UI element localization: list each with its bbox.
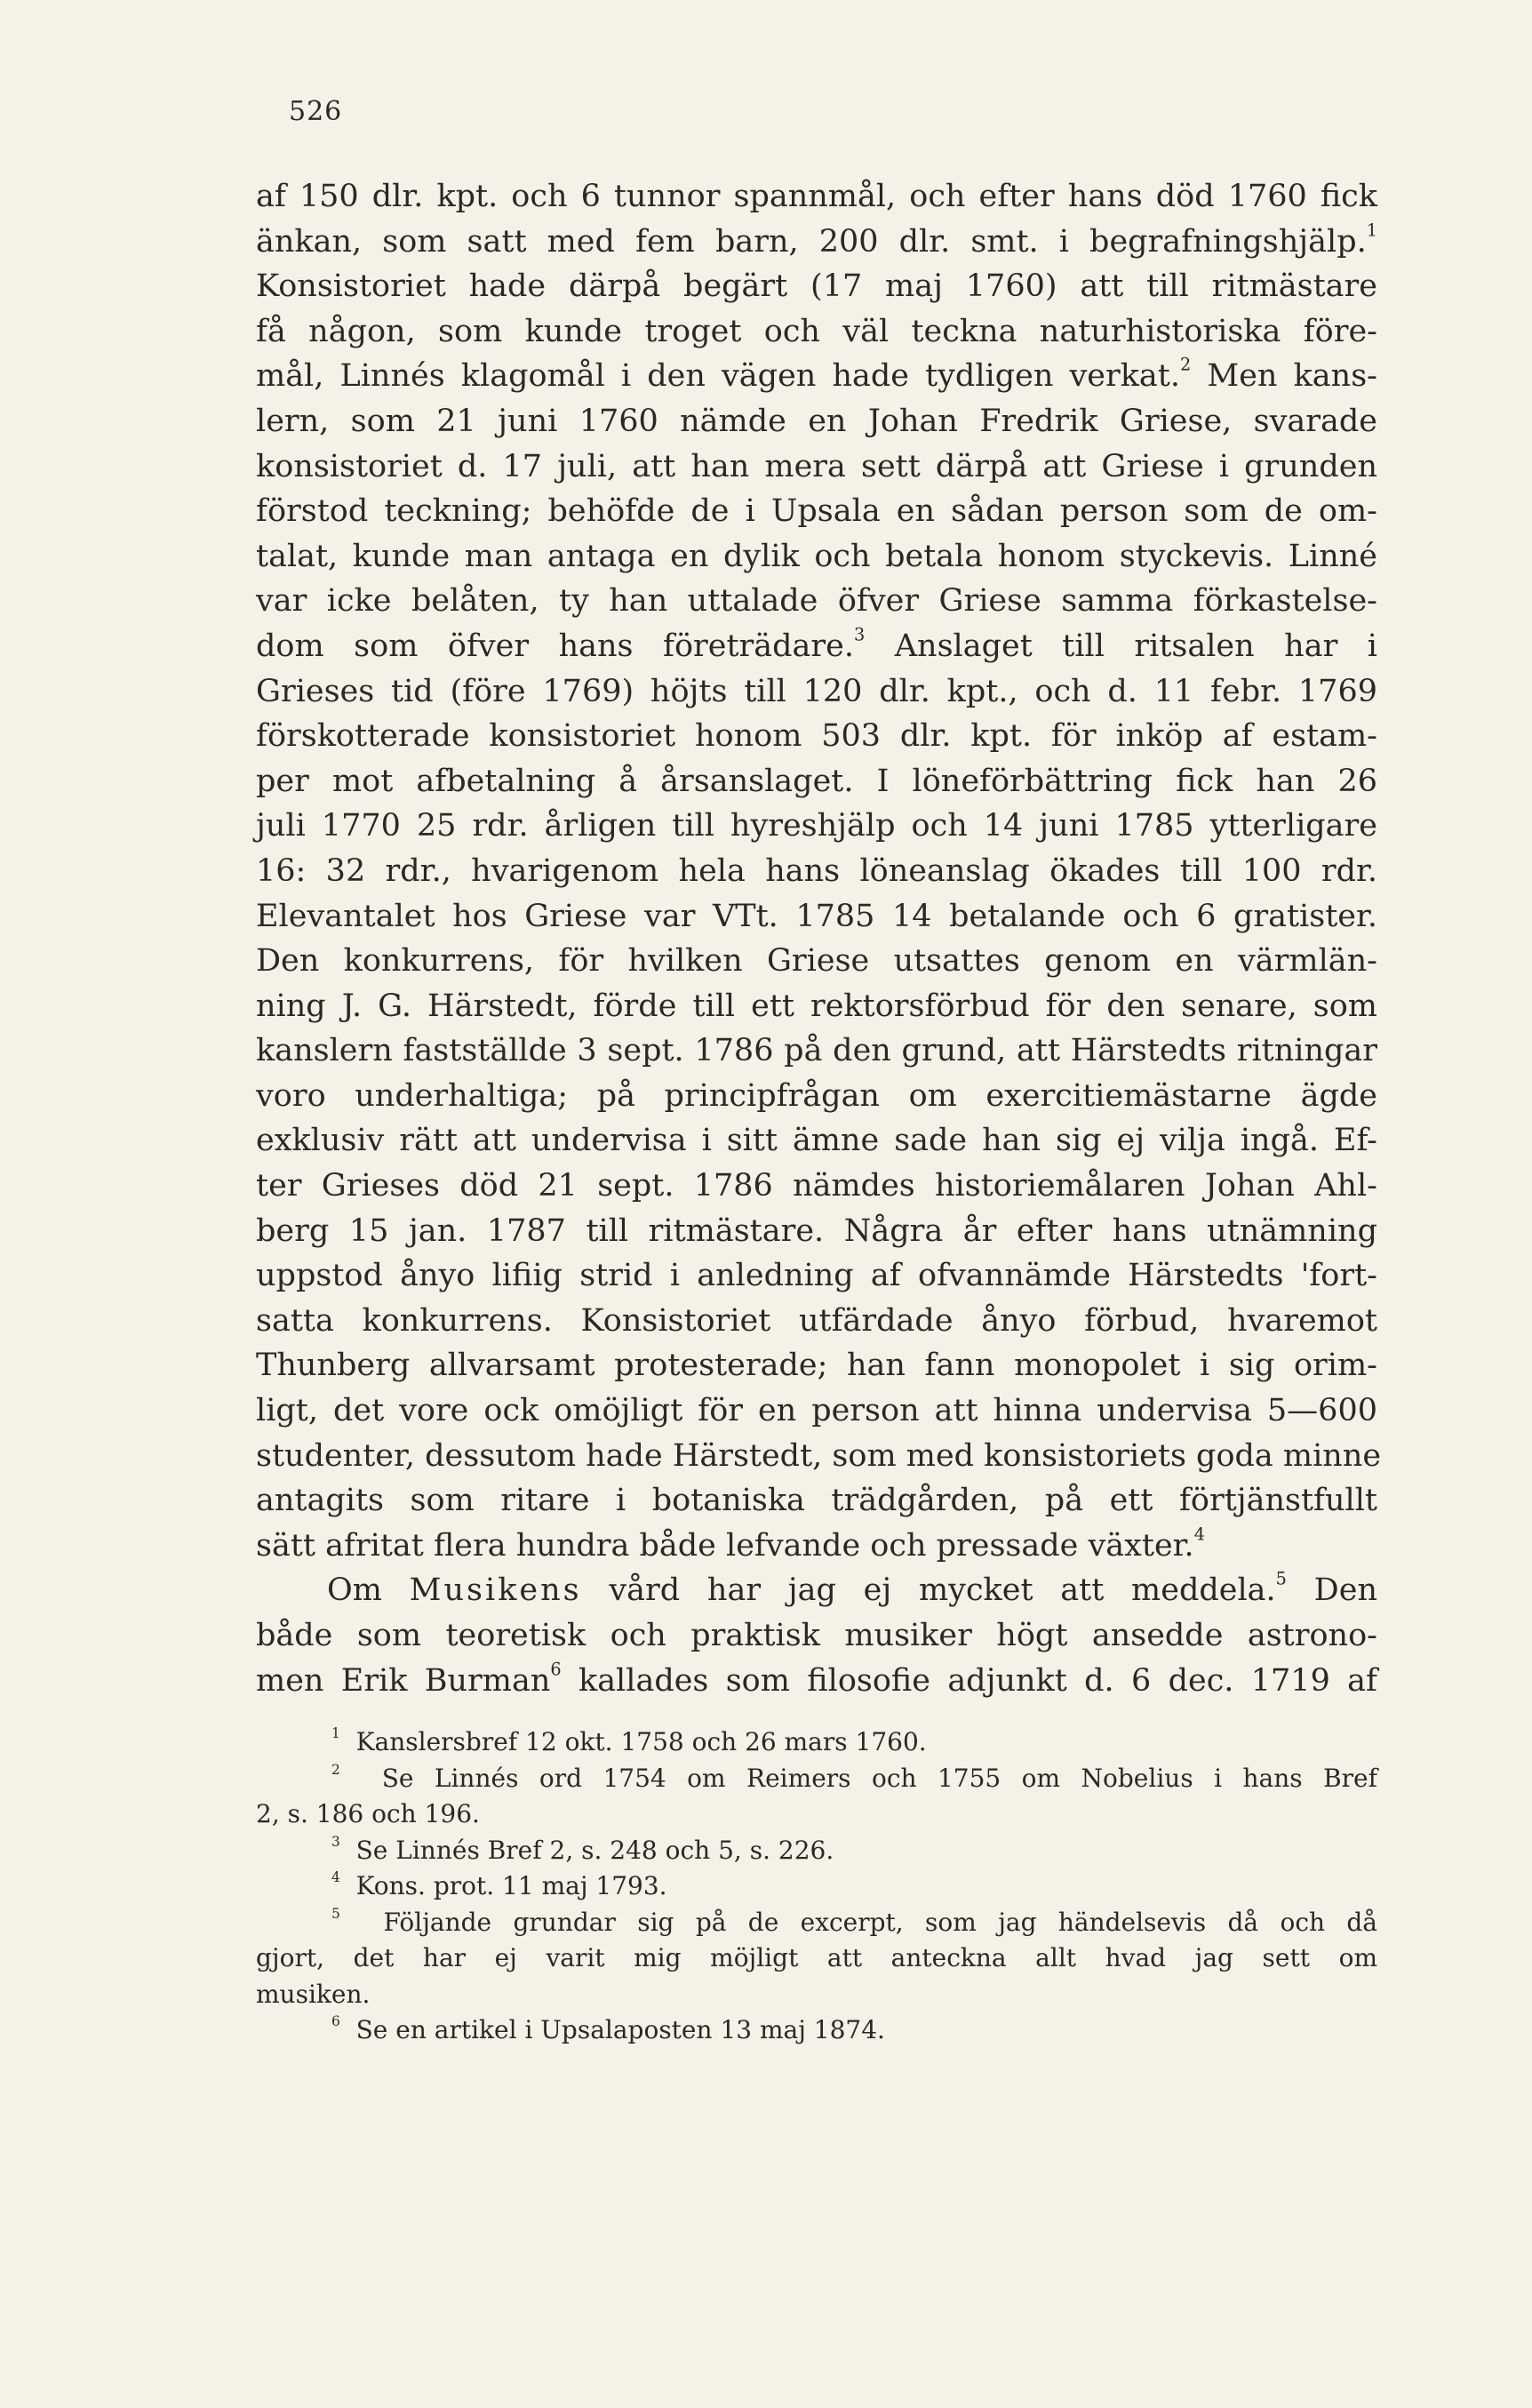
text-line: Thunberg allvarsamt protesterade; han fann monopolet i sig orim- [256,1348,1377,1384]
footnote-marker: 3 [331,1833,340,1850]
footnote-ref[interactable]: 4 [1193,1524,1205,1545]
text-line: Elevantalet hos Griese var VTt. 1785 14 betalande och 6 gratister. [256,898,1377,934]
footnote-marker: 4 [331,1869,340,1886]
text-line: Grieses tid (före 1769) höjts till 120 dlr. kpt., och d. 11 febr. 1769 [256,673,1377,709]
footnote-ref[interactable]: 5 [1275,1569,1287,1590]
footnotes [256,1724,1377,2049]
text-line: ning J. G. Härstedt, förde till ett rektorsförbud för den senare, som [256,988,1377,1024]
text-line: talat, kunde man antaga en dylik och betala honom styckevis. Linné [256,538,1377,574]
page-number: 526 [289,96,343,127]
footnote: $^4$ Kons. prot. 11 maj 1793. [331,1869,667,1900]
footnote: $^6$ Se en artikel i Upsalaposten 13 maj 1874. [331,2013,885,2044]
text-line: Den konkurrens, för hvilken Griese utsattes genom en värmlän- [256,943,1377,980]
text-line: berg 15 jan. 1787 till ritmästare. Några år efter hans utnämning [256,1212,1377,1249]
text-line: men Erik Burman$^6$ kallades som filosofie adjunkt d. 6 dec. 1719 af [256,1659,1377,1699]
footnote-ref[interactable]: 3 [854,624,866,645]
text-line: ter Grieses död 21 sept. 1786 nämdes historiemålaren Johan Ahl- [256,1168,1377,1204]
text-line: förskotterade konsistoriet honom 503 dlr. kpt. för inköp af estam- [256,718,1377,755]
text-line: exklusiv rätt att undervisa i sitt ämne sade han sig ej vilja ingå. Ef- [256,1123,1377,1159]
text-line: satta konkurrens. Konsistoriet utfärdade ånyo förbud, hvaremot [256,1302,1377,1339]
footnote: $^3$ Se Linnés Bref 2, s. 248 och 5, s. 226. [331,1833,834,1865]
text-line: förstod teckning; behöfde de i Upsala en sådan person som de om- [256,493,1377,530]
footnote-continuation: musiken. [256,1979,371,2009]
footnote-marker: 1 [331,1725,340,1742]
text-line: 16: 32 rdr., hvarigenom hela hans löneanslag ökades till 100 rdr. [256,852,1377,889]
footnote-marker: 6 [331,2013,340,2030]
text-line: få någon, som kunde troget och väl teckna naturhistoriska före- [256,313,1377,349]
text-line: var icke belåten, ty han uttalade öfver Griese samma förkastelse- [256,583,1377,620]
text-line: kanslern fastställde 3 sept. 1786 på den grund, att Härstedts ritningar [256,1033,1377,1069]
footnote: $^5$ Följande grundar sig på de excerpt, som jag händelsevis då och då [331,1905,1377,1937]
text-line: änkan, som satt med fem barn, 200 dlr. smt. i begrafningshjälp.$^1$ [256,220,1377,260]
emphasis-musikens: Musikens [409,1572,582,1609]
text-line: ligt, det vore ock omöjligt för en person att hinna undervisa 5—600 [256,1393,1377,1429]
body-text [256,174,1382,1703]
text-line: lern, som 21 juni 1760 nämde en Johan Fredrik Griese, svarade [256,403,1377,439]
footnote-ref[interactable]: 2 [1179,355,1192,376]
text-line: af 150 dlr. kpt. och 6 tunnor spannmål, och efter hans död 1760 fick [256,179,1377,214]
footnote-marker: 5 [331,1905,340,1922]
footnote-continuation: gjort, det har ej varit mig möjligt att anteckna allt hvad jag sett om [256,1943,1377,1972]
text-line: juli 1770 25 rdr. årligen till hyreshjälp och 14 juni 1785 ytterligare [256,808,1377,844]
footnote-ref[interactable]: 6 [550,1659,562,1680]
text-line: uppstod ånyo lifiig strid i anledning af ofvannämde Härstedts 'fort- [256,1258,1377,1294]
text-line: både som teoretisk och praktisk musiker högt ansedde astrono- [256,1618,1377,1653]
footnote: $^1$ Kanslersbref 12 okt. 1758 och 26 mars 1760. [331,1725,927,1756]
text-line: konsistoriet d. 17 juli, att han mera sett därpå att Griese i grunden [256,448,1377,484]
text-line: studenter, dessutom hade Härstedt, som med konsistoriets goda minne [256,1437,1382,1474]
text-line: Om Musikens vård har jag ej mycket att meddela.$^5$ Den [327,1569,1377,1609]
footnote-continuation: 2, s. 186 och 196. [256,1799,480,1828]
footnote-marker: 2 [331,1761,340,1778]
footnote-ref[interactable]: 1 [1366,220,1377,241]
text-line: dom som öfver hans företrädare.$^3$ Anslaget till ritsalen har i [256,624,1377,664]
text-line: voro underhaltiga; på principfrågan om exercitiemästarne ägde [256,1077,1377,1114]
text-line: mål, Linnés klagomål i den vägen hade tydligen verkat.$^2$ Men kans- [256,355,1377,395]
text-line: sätt afritat flera hundra både lefvande och pressade växter.$^4$ [256,1524,1205,1564]
text-line: per mot afbetalning å årsanslaget. I löneförbättring fick han 26 [256,763,1377,799]
text-line: antagits som ritare i botaniska trädgården, på ett förtjänstfullt [256,1483,1377,1519]
footnote: $^2$ Se Linnés ord 1754 om Reimers och 1755 om Nobelius i hans Bref [331,1761,1377,1793]
text-line: Konsistoriet hade därpå begärt (17 maj 1760) att till ritmästare [256,268,1377,305]
